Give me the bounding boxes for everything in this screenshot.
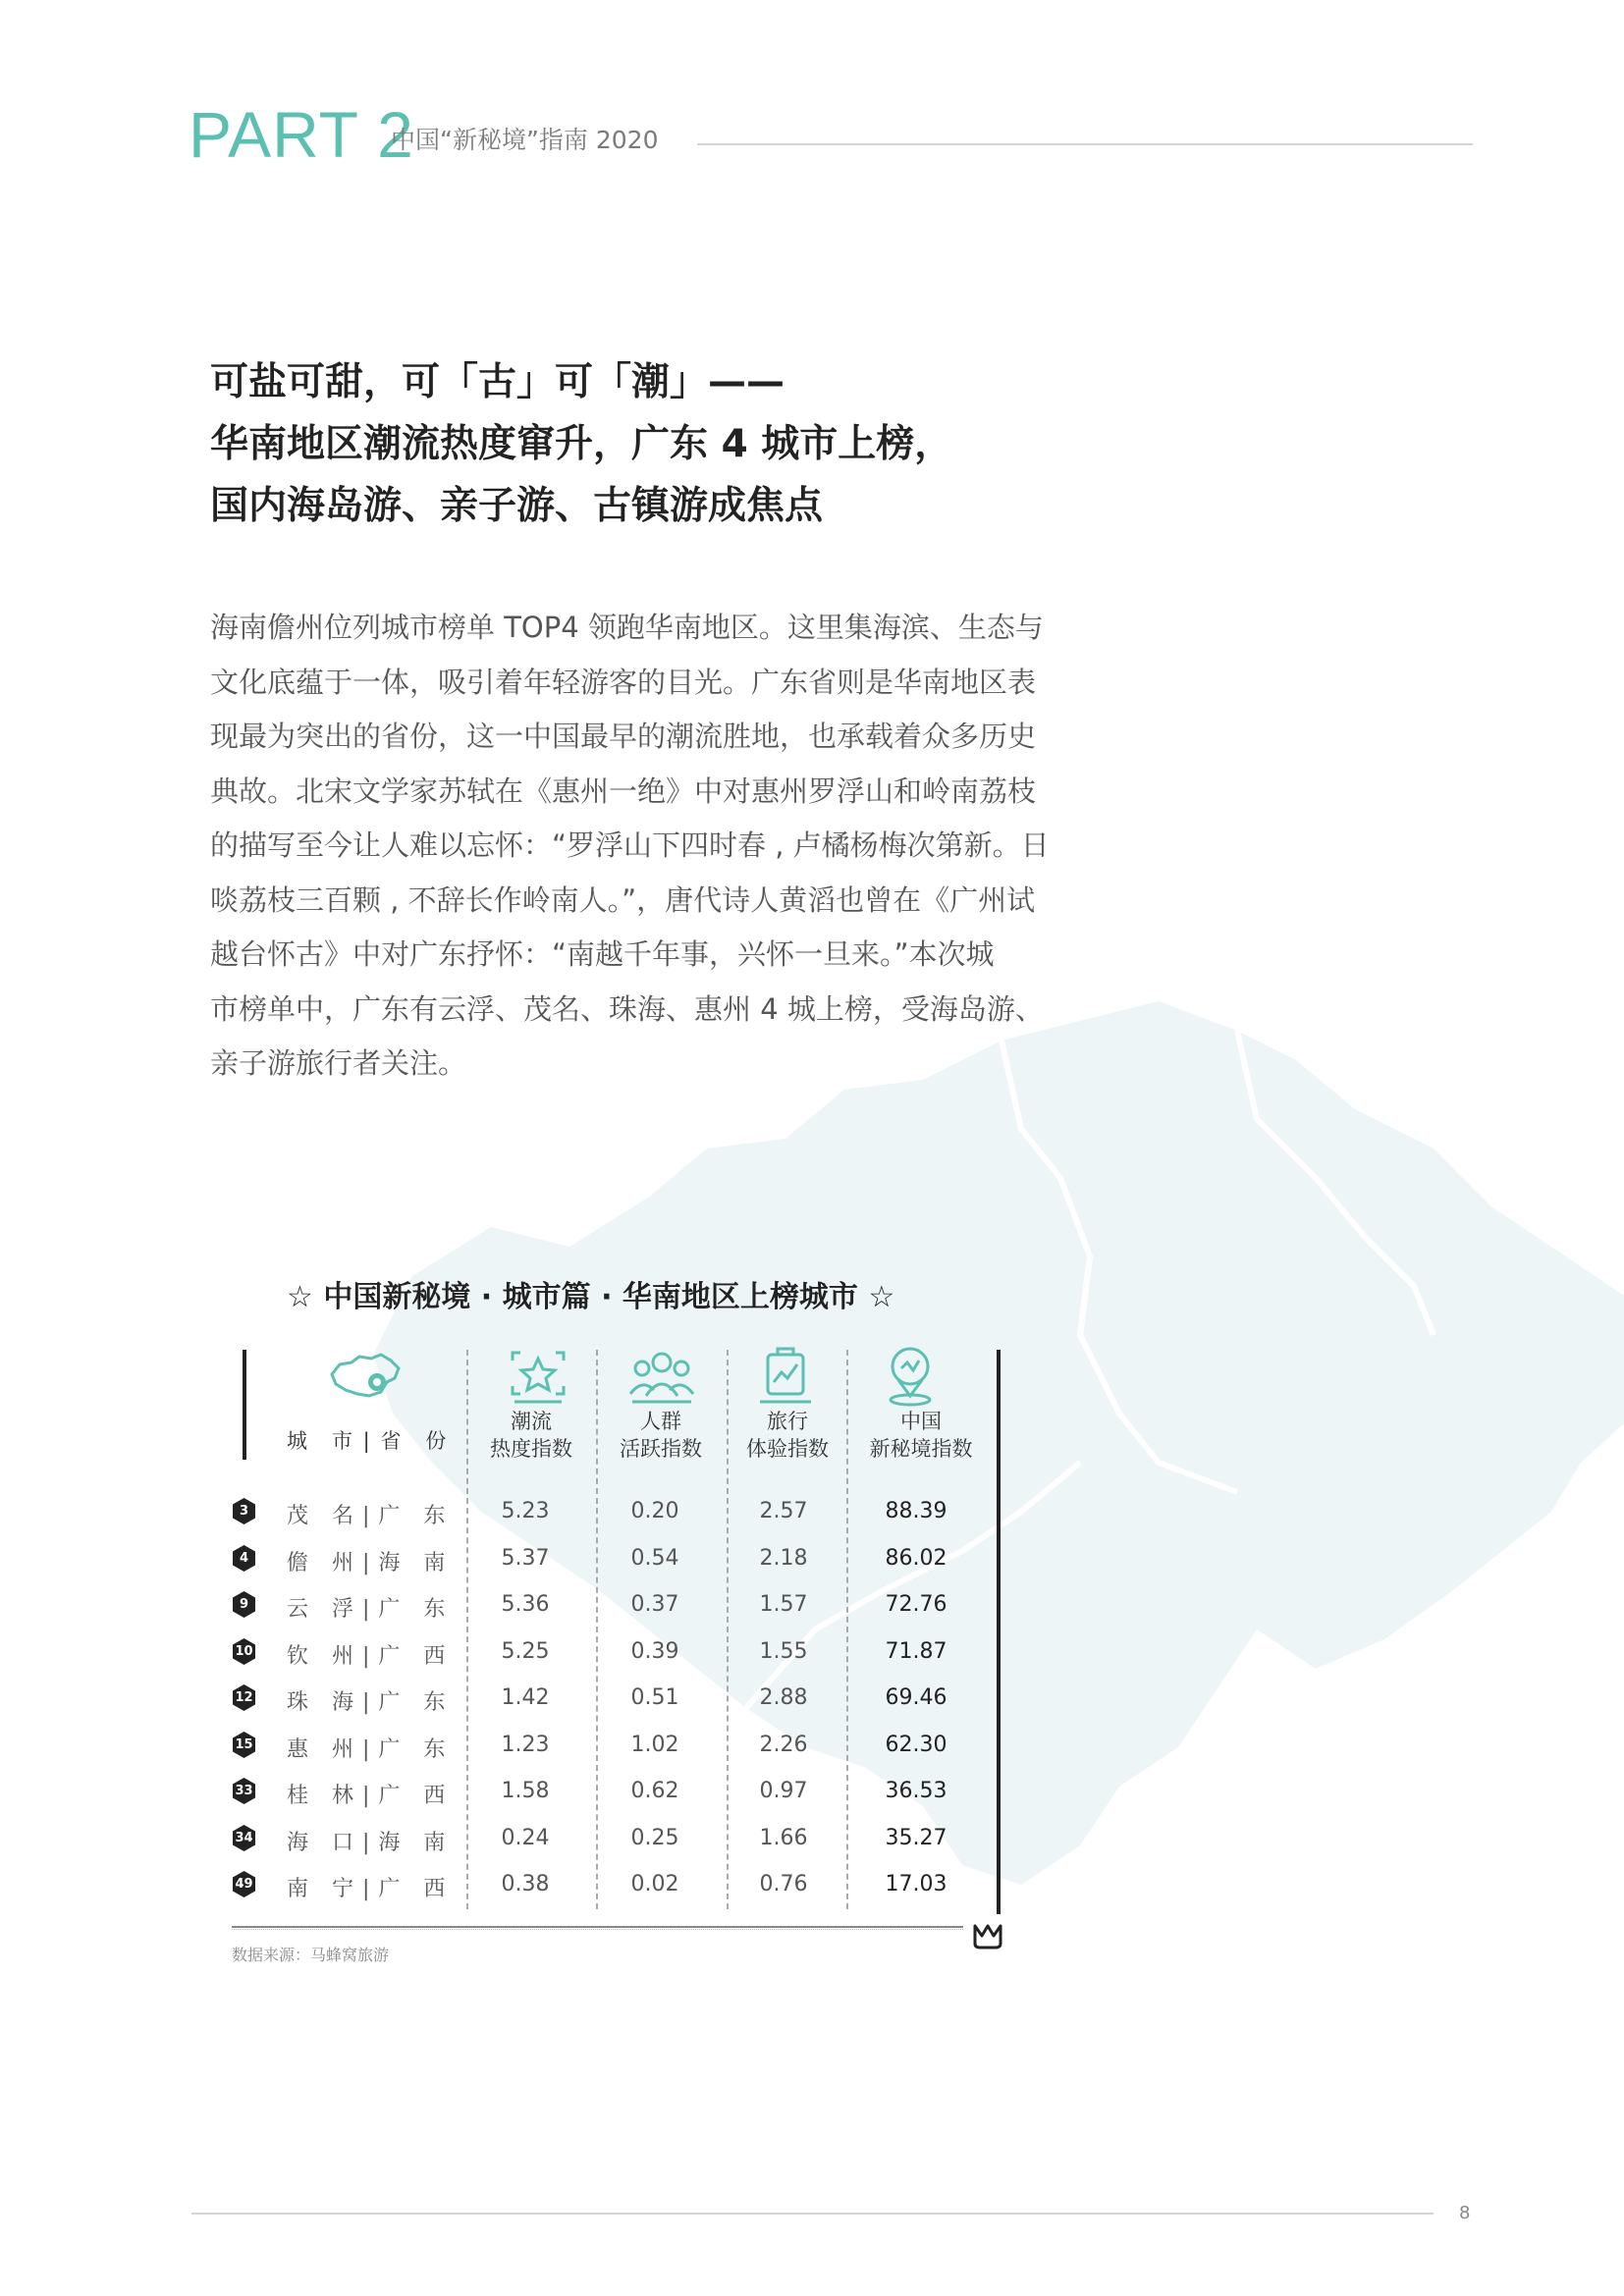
value-exp: 2.18 [759, 1545, 808, 1571]
rank-badge [231, 1638, 257, 1665]
value-total: 71.87 [885, 1638, 947, 1664]
title-line: 国内海岛游、亲子游、古镇游成焦点 [210, 484, 824, 528]
city-province: 珠 海 | 广 东 [287, 1690, 447, 1715]
rank-badge [231, 1545, 257, 1572]
city-province: 惠 州 | 广 东 [287, 1736, 447, 1762]
city-province: 钦 州 | 广 西 [287, 1643, 447, 1669]
body-line: 市榜单中，广东有云浮、茂名、珠海、惠州 4 城上榜，受海岛游、 [210, 991, 1044, 1026]
value-total: 62.30 [885, 1732, 947, 1757]
table-row [226, 1490, 1011, 1536]
value-total: 35.27 [885, 1825, 947, 1850]
value-exp: 0.97 [759, 1779, 808, 1803]
city-province-header: 城 市 | 省 份 [287, 1429, 449, 1453]
body-line: 越台怀古》中对广东抒怀：“南越千年事，兴怀一旦来。”本次城 [210, 937, 995, 971]
table-title: ☆ 中国新秘境 · 城市篇 · 华南地区上榜城市 ☆ [287, 1280, 895, 1314]
value-trend: 0.24 [501, 1825, 550, 1850]
city-province: 海 口 | 海 南 [287, 1830, 447, 1855]
table-row [226, 1537, 1011, 1583]
value-total: 88.39 [885, 1499, 947, 1523]
value-trend: 1.42 [501, 1685, 550, 1710]
value-crowd: 0.02 [630, 1872, 679, 1896]
value-exp: 2.88 [759, 1685, 808, 1710]
value-trend: 1.23 [501, 1732, 550, 1757]
title-line: 华南地区潮流热度窜升，广东 4 城市上榜， [210, 422, 953, 466]
crowd-icon [626, 1347, 697, 1406]
table-row [226, 1677, 1011, 1723]
city-province: 儋 州 | 海 南 [287, 1550, 447, 1575]
table-row [226, 1724, 1011, 1770]
rank-badge [231, 1498, 257, 1524]
rank-number: 3 [239, 1504, 249, 1519]
value-total: 72.76 [885, 1592, 947, 1617]
value-crowd: 0.62 [630, 1779, 679, 1803]
table-row [226, 1863, 1011, 1909]
rank-number: 15 [235, 1736, 253, 1752]
rank-badge [231, 1778, 257, 1804]
title-line: 可盐可甜，可「古」可「潮」—— [210, 360, 785, 404]
value-trend: 5.37 [501, 1545, 550, 1571]
section-title [210, 351, 952, 537]
header-subtitle: 中国“新秘境”指南 2020 [391, 126, 659, 154]
value-exp: 2.57 [759, 1499, 808, 1523]
table-row [226, 1583, 1011, 1629]
col-header-total [852, 1408, 990, 1463]
body-line: 现最为突出的省份，这一中国最早的潮流胜地，也承载着众多历史 [210, 720, 1037, 753]
value-total: 36.53 [885, 1779, 947, 1803]
footer-rule [191, 2213, 1434, 2215]
value-total: 17.03 [885, 1872, 947, 1896]
mafengwo-logo-icon [972, 1922, 1003, 1951]
table-row [226, 1770, 1011, 1816]
value-exp: 2.26 [759, 1732, 808, 1757]
rank-number: 34 [235, 1830, 253, 1845]
value-crowd: 0.51 [630, 1685, 679, 1710]
body-line: 典故。北宋文学家苏轼在《惠州一绝》中对惠州罗浮山和岭南荔枝 [210, 774, 1037, 808]
rank-badge [231, 1825, 257, 1851]
col-header-line2: 体验指数 [746, 1437, 829, 1461]
table-left-bar [243, 1350, 246, 1460]
value-exp: 0.76 [759, 1872, 808, 1896]
table-row [226, 1817, 1011, 1863]
body-line: 亲子游旅行者关注。 [210, 1046, 467, 1080]
location-pin-icon [880, 1343, 941, 1408]
col-header-line2: 活跃指数 [620, 1437, 702, 1461]
trend-star-icon [507, 1347, 569, 1406]
value-trend: 0.38 [501, 1872, 550, 1896]
data-source: 数据来源：马蜂窝旅游 [232, 1946, 390, 1964]
value-crowd: 0.39 [630, 1638, 679, 1664]
rank-number: 12 [235, 1690, 253, 1705]
header-rule [697, 143, 1473, 145]
body-line: 的描写至今让人难以忘怀：“罗浮山下四时春 , 卢橘杨梅次第新。日 [210, 828, 1050, 862]
value-crowd: 0.37 [630, 1592, 679, 1617]
rank-badge [231, 1732, 257, 1758]
rank-number: 33 [235, 1784, 253, 1798]
col-header-trend [476, 1408, 586, 1463]
table-row [226, 1630, 1011, 1677]
value-exp: 1.66 [759, 1825, 808, 1850]
city-province: 南 宁 | 广 西 [287, 1877, 447, 1901]
value-trend: 5.23 [501, 1499, 550, 1523]
value-crowd: 1.02 [630, 1732, 679, 1757]
page-number: 8 [1459, 2203, 1471, 2223]
body-line: 文化底蕴于一体，吸引着年轻游客的目光。广东省则是华南地区表 [210, 665, 1037, 699]
col-header-line2: 新秘境指数 [869, 1437, 973, 1461]
value-trend: 1.58 [501, 1779, 550, 1803]
value-total: 86.02 [885, 1545, 947, 1571]
table-bottom-rule [232, 1926, 963, 1928]
rank-number: 49 [235, 1877, 253, 1892]
value-crowd: 0.54 [630, 1545, 679, 1571]
value-exp: 1.57 [759, 1592, 808, 1617]
city-province: 云 浮 | 广 东 [287, 1597, 447, 1622]
rank-badge [231, 1871, 257, 1897]
city-province: 桂 林 | 广 西 [287, 1784, 447, 1808]
rank-badge [231, 1684, 257, 1711]
rank-number: 4 [239, 1550, 249, 1566]
city-province: 茂 名 | 广 东 [287, 1504, 447, 1528]
col-header-line1: 人群 [640, 1410, 681, 1433]
value-exp: 1.55 [759, 1638, 808, 1664]
body-line: 啖荔枝三百颗 , 不辞长作岭南人。”，唐代诗人黄滔也曾在《广州试 [210, 882, 1036, 917]
body-line: 海南儋州位列城市榜单 TOP4 领跑华南地区。这里集海滨、生态与 [210, 611, 1044, 644]
rank-number: 10 [235, 1643, 253, 1659]
value-crowd: 0.20 [630, 1499, 679, 1523]
table-bottom-dotted-rule [232, 1929, 963, 1930]
col-header-line1: 潮流 [511, 1410, 552, 1433]
value-total: 69.46 [885, 1685, 947, 1710]
body-paragraph [210, 601, 1113, 1092]
col-header-experience [732, 1408, 842, 1463]
col-header-line2: 热度指数 [490, 1437, 572, 1461]
china-map-icon [326, 1353, 405, 1404]
rank-number: 9 [239, 1597, 249, 1612]
part-label: PART 2 [189, 98, 414, 171]
value-crowd: 0.25 [630, 1825, 679, 1850]
value-trend: 5.36 [501, 1592, 550, 1617]
rank-badge [231, 1591, 257, 1618]
col-header-line1: 中国 [900, 1410, 942, 1433]
col-header-line1: 旅行 [767, 1410, 808, 1433]
col-header-crowd [606, 1408, 716, 1463]
luggage-icon [754, 1345, 817, 1406]
value-trend: 5.25 [501, 1638, 550, 1664]
